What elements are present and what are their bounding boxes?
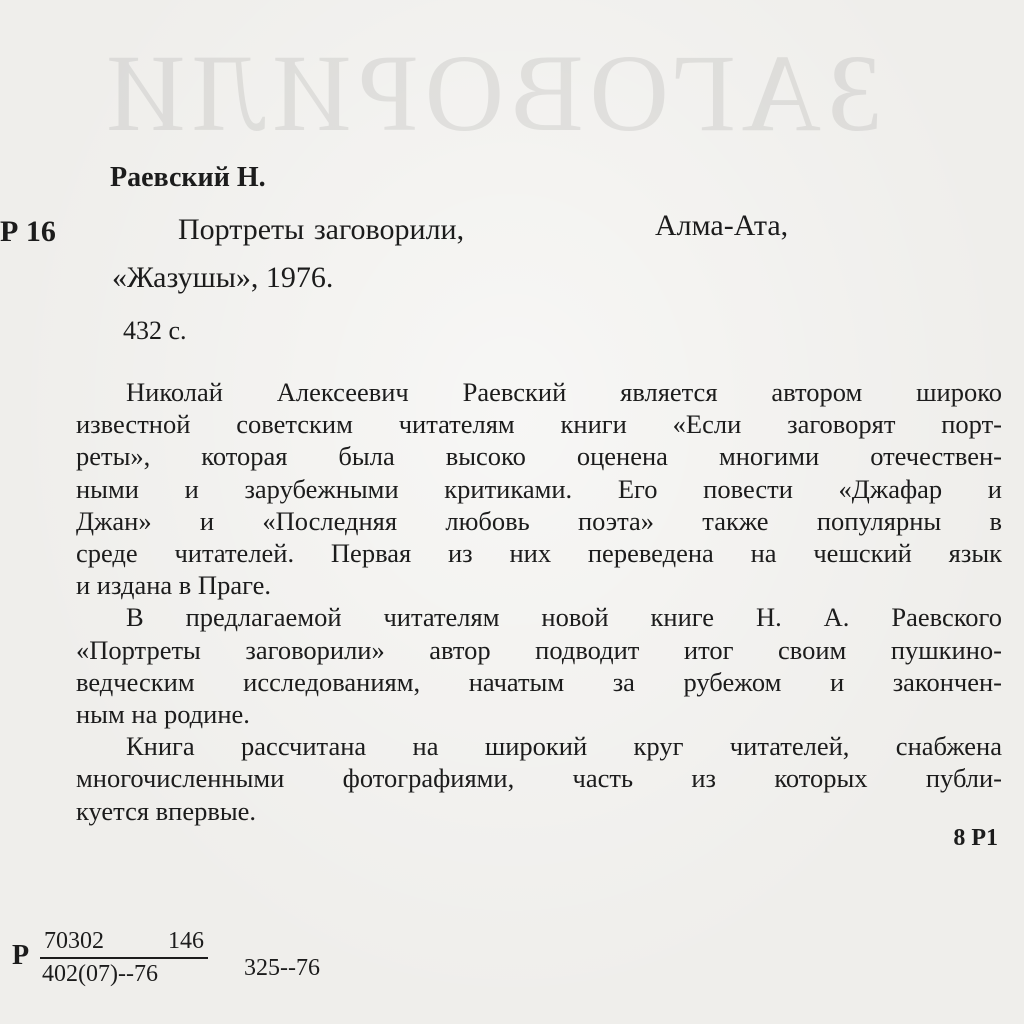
- annotation-text: [76, 376, 1002, 827]
- text-line: ным на родине.: [76, 699, 250, 730]
- text-line: Николай Алексеевич Раевский является автором широко: [126, 377, 1002, 407]
- text-line: В предлагаемой читателям новой книге Н. А. Раевского: [126, 602, 1002, 633]
- publication-city: Алма-Ата,: [655, 209, 789, 242]
- text-line: и издана в Праге.: [76, 570, 271, 601]
- catalog-tail: 325--76: [244, 955, 320, 981]
- text-line: Книга рассчитана на широкий круг читателей, снабжена: [126, 731, 1002, 762]
- catalog-numerator: [40, 928, 208, 959]
- catalog-numerator-left: 70302: [44, 928, 104, 954]
- annotation-paragraph: [76, 376, 1002, 601]
- catalog-denominator: 402(07)--76: [42, 961, 158, 987]
- author-name: Раевский Н.: [110, 162, 266, 193]
- text-line: известной советским читателям книги «Если заговорят порт-: [76, 409, 1002, 440]
- text-line: «Портреты заговорили» автор подводит итог своим пушкино-: [76, 634, 1002, 665]
- show-through-text: ЗАГОВОРИЛИ: [100, 32, 883, 154]
- text-line: Джан» и «Последняя любовь поэта» также популярны в: [76, 505, 1002, 536]
- classification-code: 8 Р1: [953, 825, 998, 851]
- annotation-paragraph: [76, 730, 1002, 827]
- text-line: куется впервые.: [76, 795, 257, 826]
- text-line: реты», которая была высоко оценена многими отечествен-: [76, 441, 1002, 472]
- book-title: Портреты заговорили,: [178, 213, 465, 246]
- text-line: ными и зарубежными критиками. Его повести «Джафар и: [76, 473, 1002, 504]
- catalog-prefix: Р: [12, 940, 30, 971]
- text-line: многочисленными фотографиями, часть из которых публи-: [76, 763, 1002, 794]
- publisher-year: «Жазушы», 1976.: [112, 261, 334, 294]
- annotation-paragraph: [76, 601, 1002, 730]
- page-count: 432 с.: [123, 316, 187, 345]
- text-line: среде читателей. Первая из них переведена на чешский язык: [76, 538, 1002, 569]
- catalog-fraction: [40, 928, 208, 988]
- catalog-numerator-right: 146: [168, 928, 204, 954]
- library-code: Р 16: [0, 215, 56, 248]
- text-line: ведческим исследованиям, начатым за рубежом и закончен-: [76, 666, 1002, 697]
